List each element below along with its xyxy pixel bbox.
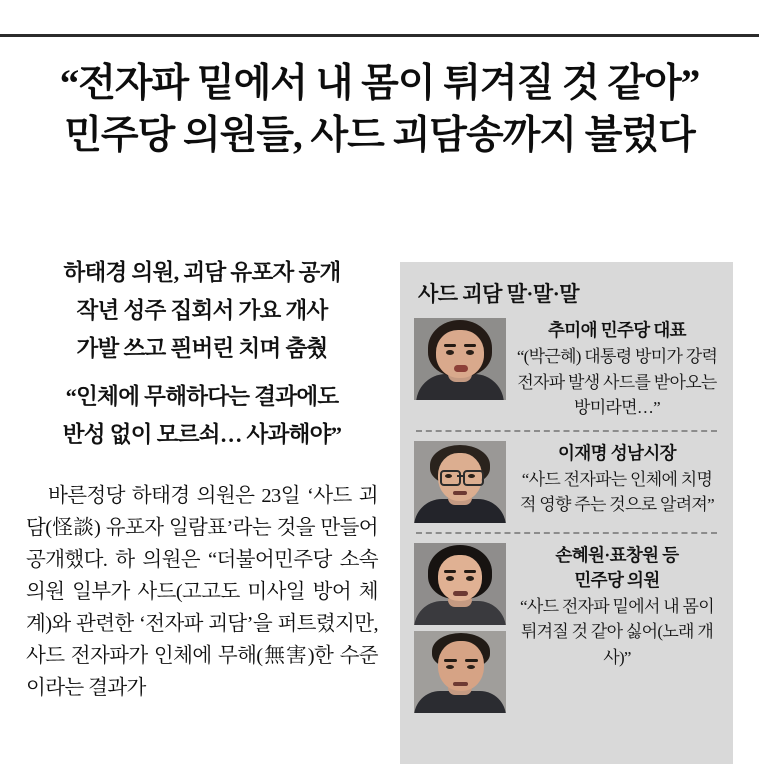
sidebar-quote-box [400, 262, 733, 764]
list-item [414, 543, 719, 722]
person-name: 추미애 민주당 대표 [548, 320, 686, 340]
portrait-photo-pyo [414, 631, 506, 713]
sidebar-title: 사드 괴담 말·말·말 [418, 282, 580, 306]
entry-text [506, 441, 719, 518]
entry-text [506, 543, 719, 671]
subhead-line-1: 하태경 의원, 괴담 유포자 공개 [63, 260, 341, 285]
subhead-quote-line-2: 반성 없이 모르쇠… 사과해야” [62, 422, 342, 447]
list-item [414, 441, 719, 532]
article-left-column [26, 254, 378, 704]
person-quote: “사드 전자파는 인체에 치명적 영향 주는 것으로 알려져” [520, 469, 714, 514]
entry-text [506, 318, 719, 421]
article-body-paragraph: 바른정당 하태경 의원은 23일 ‘사드 괴담(怪談) 유포자 일람표’라는 것을 만들어 공개했다. 하 의원은 “더불어민주당 소속 의원 일부가 사드(고고도 미사일 방어 체계)와 관련한 ‘전자파 괴담’을 퍼트렸지만, 사드 전자파가 인체에 무해(無害)한 수준이라는 결과가 [26, 485, 378, 699]
entry-divider [416, 532, 717, 534]
subhead-block [26, 254, 378, 454]
subhead-gap [26, 368, 378, 378]
portrait-photo-lee [414, 441, 506, 523]
top-divider-rule [0, 34, 759, 37]
headline [0, 58, 759, 162]
subhead-quote-line-1: “인체에 무해하다는 결과에도 [65, 384, 339, 409]
portrait-stack [414, 441, 506, 523]
headline-line-1: “전자파 밑에서 내 몸이 튀겨질 것 같아” [59, 62, 700, 105]
portrait-photo-son [414, 543, 506, 625]
person-quote: “(박근혜) 대통령 방미가 강력 전자파 발생 사드를 받아오는 방미라면…” [516, 347, 718, 417]
subhead-line-2: 작년 성주 집회서 가요 개사 [76, 298, 328, 323]
person-name: 이재명 성남시장 [558, 442, 676, 463]
person-name-line-2: 민주당 의원 [574, 569, 660, 590]
entry-divider [416, 430, 717, 432]
person-quote: “사드 전자파 밑에서 내 몸이 튀겨질 것 같아 싫어(노래 개사)” [520, 596, 714, 667]
portrait-stack [414, 318, 506, 400]
portrait-photo-choo [414, 318, 506, 400]
person-name-line-1: 손혜원·표창원 등 [555, 544, 679, 565]
list-item [414, 318, 719, 430]
subhead-line-3: 가발 쓰고 픤버린 치며 춤췄 [76, 336, 328, 361]
portrait-stack [414, 543, 506, 713]
headline-line-2: 민주당 의원들, 사드 괴담송까지 불렀다 [64, 114, 695, 157]
